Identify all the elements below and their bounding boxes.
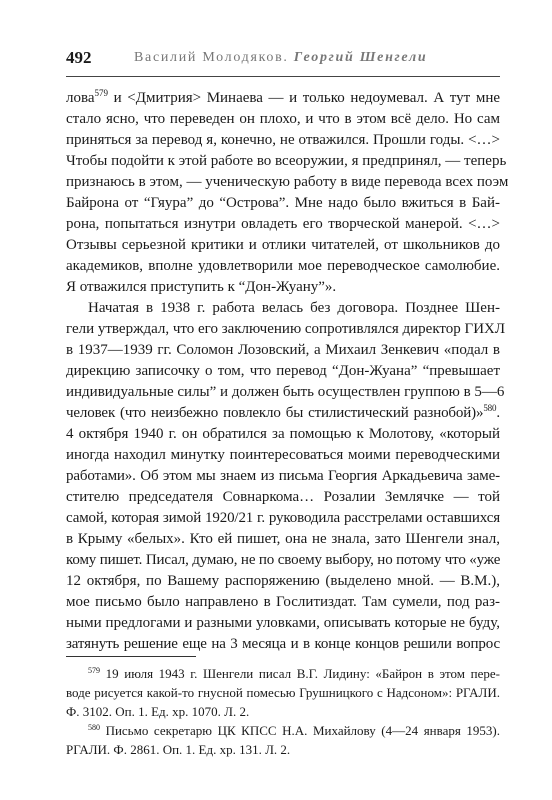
text-line: иногда находил минутку поинтересоваться моими переводческими — [66, 447, 500, 463]
page-number: 492 — [66, 48, 92, 67]
text-line: приняться за перевод я, конечно, не отважился. Прошли годы. <…> — [66, 132, 500, 148]
footnote-line: $^{579}$ 19 июля 1943 г. Шенгели писал В.Г. Лидину: «Байрон в этом пере- — [88, 666, 500, 681]
text-line: человек (что неизбежно повлекло бы стилистический разнобой)»$^{580}$. — [66, 403, 500, 421]
running-head-author: Василий Молодяков. — [134, 50, 289, 65]
text-line: лова$^{579}$ и <Дмитрия> Минаева — и только недоумевал. А тут мне — [66, 88, 500, 106]
text-line: самой, которая зимой 1920/21 г. руководила расстрелами оставшихся — [66, 510, 500, 526]
text-line: академиков, вполне удовлетворили мое переводческое самолюбие. — [66, 258, 500, 274]
text-line: Чтобы подойти к этой работе во всеоружии, я предпринял, — теперь — [66, 153, 507, 169]
footnote-line: РГАЛИ. Ф. 2861. Оп. 1. Ед. хр. 131. Л. 2. — [66, 742, 291, 757]
text-line: Я отважился приступить к “Дон-Жуану”». — [66, 279, 337, 295]
text-line: кому пишет. Писал, думаю, не по своему выбору, но потому что «уже — [66, 552, 501, 568]
text-line: 12 октября, по Вашему распоряжению (выделено мной. — В.М.), — [66, 573, 500, 589]
text-line: в 1937—1939 гг. Соломон Лозовский, а Михаил Зенкевич «подал в — [66, 342, 500, 358]
text-line: 4 октября 1940 г. он обратился за помощью к Молотову, «который — [66, 426, 500, 442]
footnote-rule — [66, 656, 196, 657]
text-line: рона, попытаться изнутри овладеть его творческой манерой. <…> — [66, 216, 500, 232]
footnote-line: воде рисуется какой-то гнусной помесью Грушницкого с Надсоном»: РГАЛИ. — [66, 685, 500, 700]
text-line: Начатая в 1938 г. работа велась без договора. Позднее Шен- — [88, 300, 500, 316]
running-head — [134, 50, 427, 66]
footnote-ref[interactable]: 579 — [94, 88, 109, 98]
footnotes — [66, 664, 500, 759]
footnote-line: $^{580}$ Письмо секретарю ЦК КПСС Н.А. Михайлову (4—24 января 1953). — [88, 723, 500, 738]
text-line: дирекцию записочку о том, что перевод “Дон-Жуана” “превышает — [66, 363, 500, 379]
running-head-title: Георгий Шенгели — [293, 50, 428, 65]
text-line: затянуть решение еще на 3 месяца и в конце концов решили вопрос — [66, 636, 500, 652]
text-line: Байрона от “Гяура” до “Острова”. Мне надо было вжиться в Бай- — [66, 195, 500, 211]
footnote-line: Ф. 3102. Оп. 1. Ед. хр. 1070. Л. 2. — [66, 704, 250, 719]
text-line: мое письмо было направлено в Гослитиздат. Там сумели, под раз- — [66, 594, 500, 610]
text-line: Отзывы серьезной критики и отлики читателей, от школьников до — [66, 237, 500, 253]
text-line: в Крыму «белых». Кто ей пишет, она не знала, зато Шенгели знал, — [66, 531, 500, 547]
text-line: гели утверждал, что его заключению сопротивлялся директор ГИХЛ — [66, 321, 506, 337]
text-line: работами». Об этом мы знаем из письма Георгия Аркадьевича заме- — [66, 468, 500, 484]
text-line: стителю председателя Совнаркома… Розалии Землячке — той — [66, 489, 500, 505]
footnote-number: 580 — [88, 723, 100, 732]
text-line: стало ясно, что переведен он плохо, и что в этом всё дело. Но сам — [66, 111, 500, 127]
footnote-number: 579 — [88, 666, 100, 675]
main-text — [66, 88, 509, 655]
text-line: индивидуальные силы” и должен быть осуществлен группою в 5—6 — [66, 384, 505, 400]
text-line: признаюсь в этом, — ученическую работу в виде перевода всех поэм — [66, 174, 509, 190]
footnote-ref[interactable]: 580 — [483, 403, 497, 413]
text-line: ными предлогами и разными уловками, описывать которые не буду, — [66, 615, 500, 631]
header-rule — [66, 76, 500, 77]
